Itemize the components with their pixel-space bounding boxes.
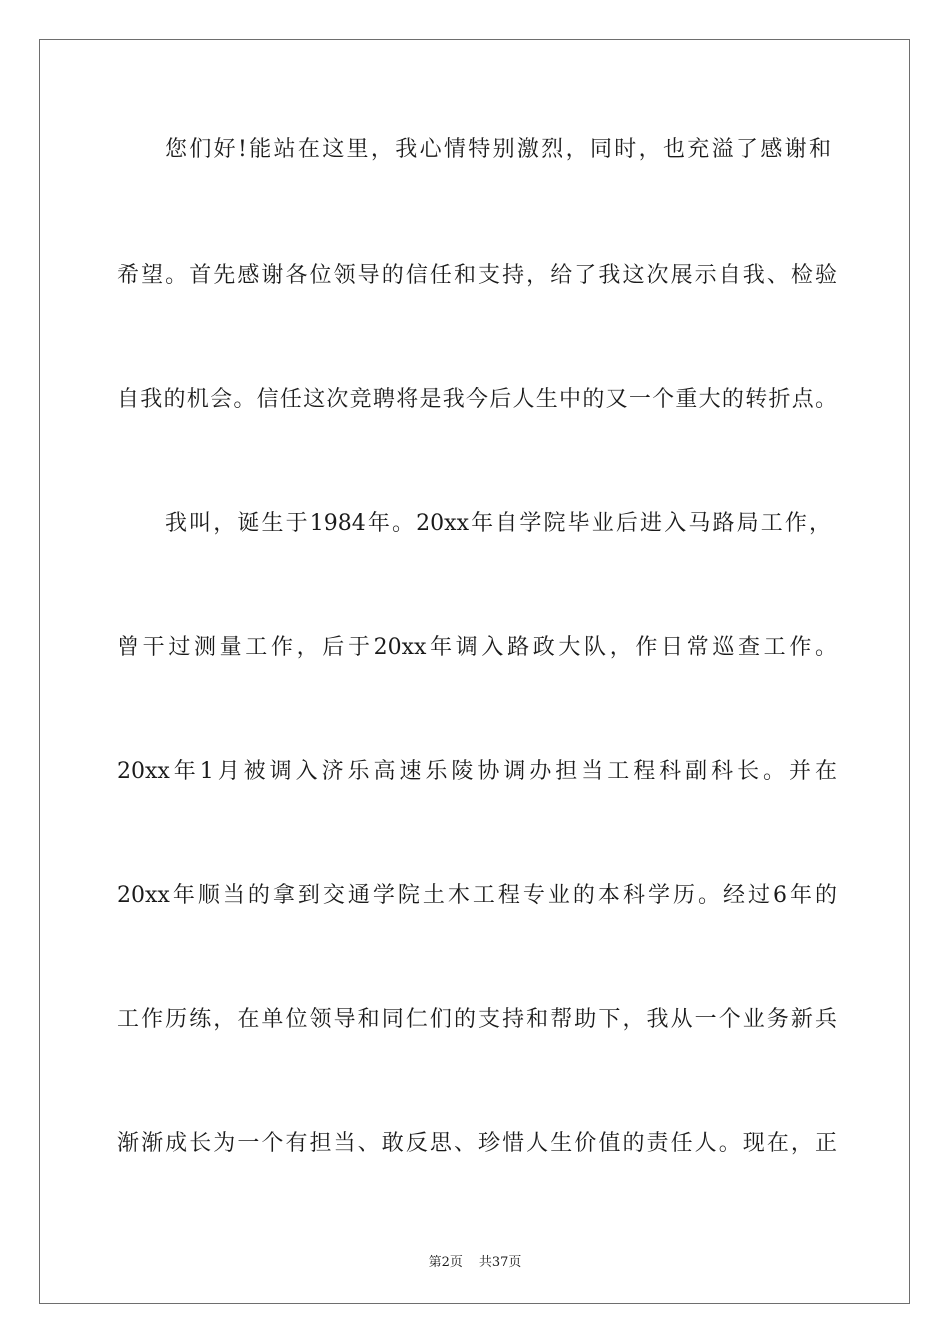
- page-number: 第2页: [428, 1255, 463, 1270]
- page-total: 共37页: [478, 1255, 522, 1270]
- paragraph-line: 20xx年顺当的拿到交通学院土木工程专业的本科学历。经过6年的: [117, 883, 837, 908]
- paragraph-line: 渐渐成长为一个有担当、敢反思、珍惜人生价值的责任人。现在，正: [117, 1131, 837, 1156]
- paragraph-line: 您们好!能站在这里，我心情特别激烈，同时，也充溢了感谢和: [165, 137, 831, 162]
- page-border: [39, 39, 910, 1304]
- page-footer: [0, 1251, 950, 1270]
- paragraph-line: 曾干过测量工作，后于20xx年调入路政大队，作日常巡查工作。: [117, 635, 837, 660]
- paragraph-line: 20xx年1月被调入济乐高速乐陵协调办担当工程科副科长。并在: [117, 759, 837, 784]
- paragraph-line: 我叫，诞生于1984年。20xx年自学院毕业后进入马路局工作，: [165, 511, 831, 536]
- paragraph-line: 自我的机会。信任这次竞聘将是我今后人生中的又一个重大的转折点。: [117, 387, 837, 412]
- paragraph-line: 工作历练，在单位领导和同仁们的支持和帮助下，我从一个业务新兵: [117, 1007, 837, 1032]
- paragraph-line: 希望。首先感谢各位领导的信任和支持，给了我这次展示自我、检验: [117, 263, 837, 288]
